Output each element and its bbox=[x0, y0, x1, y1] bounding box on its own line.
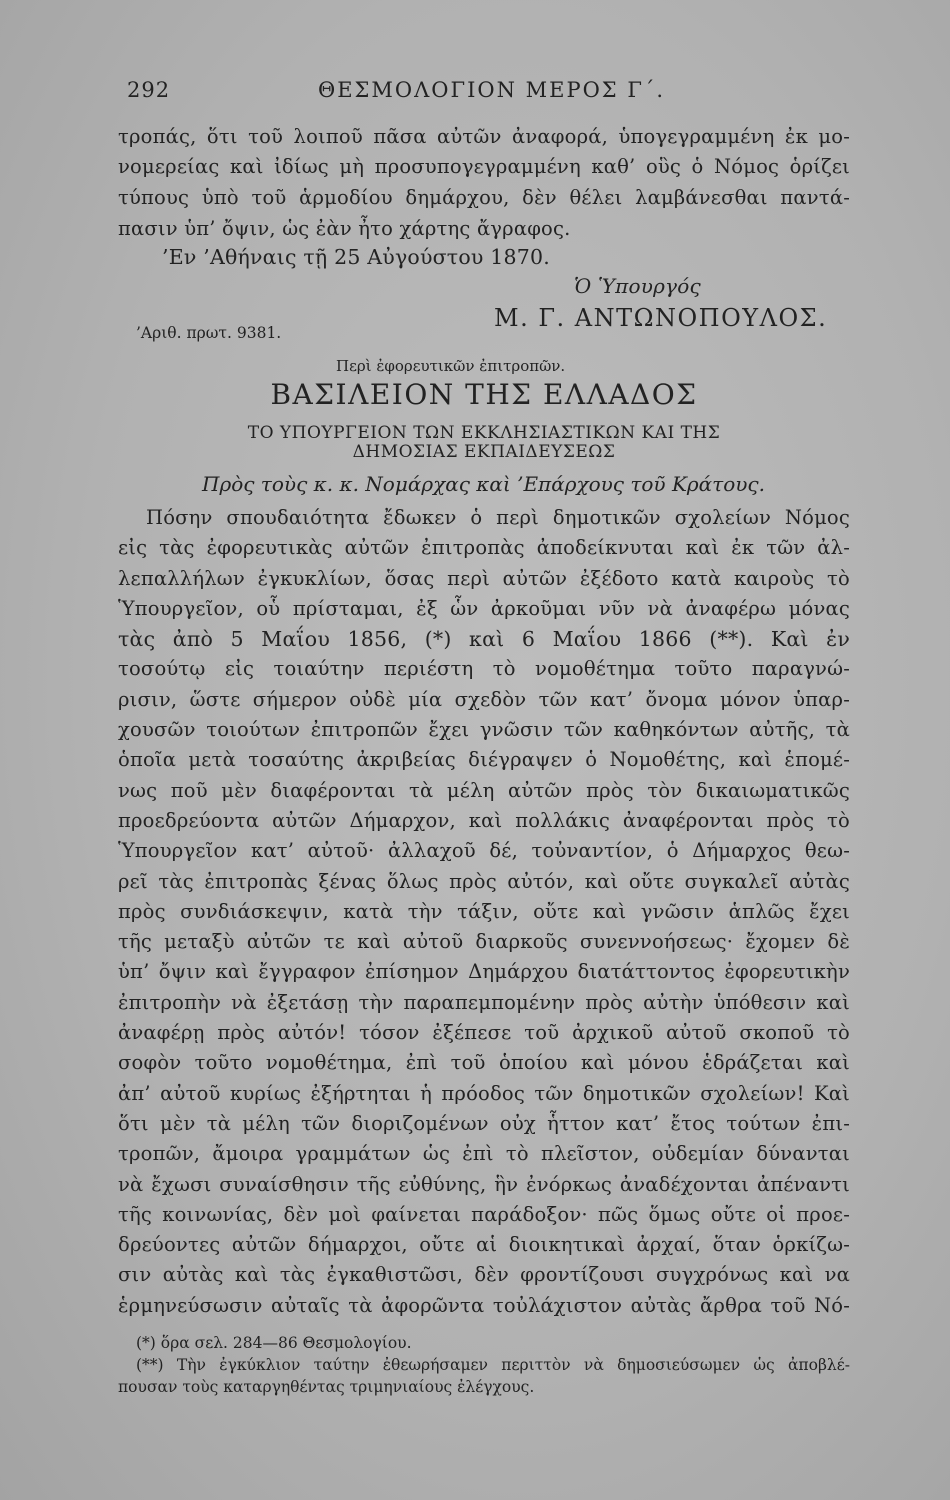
body-line: ὅτι μὲν τὰ μέλη τῶν διοριζομένων οὐχ ἧττον κατ’ ἔτος τούτων ἐπι- bbox=[118, 1112, 850, 1135]
running-title: ΘΕΣΜΟΛΟΓΙΟΝ ΜΕΡΟΣ Γ΄. bbox=[318, 78, 666, 102]
signature-name: Μ. Γ. ΑΝΤΩΝΟΠΟΥΛΟΣ. bbox=[494, 304, 828, 332]
kingdom-title: ΒΑΣΙΛΕΙΟΝ ΤΗΣ ΕΛΛΑΔΟΣ bbox=[270, 378, 698, 411]
body-line: Ὑπουργεῖον, οὗ πρίσταμαι, ἐξ ὧν ἀρκοῦμαι νῦν νὰ ἀναφέρω μόνας bbox=[118, 597, 850, 620]
body-line: ἀναφέρῃ πρὸς αὐτόν! τόσον ἐξέπεσε τοῦ ἀρχικοῦ αὐτοῦ σκοποῦ τὸ bbox=[118, 1021, 850, 1044]
body-line: τῆς μεταξὺ αὐτῶν τε καὶ αὐτοῦ διαρκοῦς συνεννοήσεως· ἔχομεν δὲ bbox=[118, 930, 850, 953]
body-line: νως ποῦ μὲν διαφέρονται τὰ μέλη αὐτῶν πρὸς τὸν δικαιωματικῶς bbox=[118, 779, 850, 802]
subject-line: Περὶ ἐφορευτικῶν ἐπιτροπῶν. bbox=[336, 357, 566, 375]
body-line: ὑπ’ ὄψιν καὶ ἔγγραφον ἐπίσημον Δημάρχου διατάττοντος ἐφορευτικὴν bbox=[118, 960, 850, 983]
body-line: ὁποῖα μετὰ τοσαύτης ἀκριβείας διέγραψεν ὁ Νομοθέτης, καὶ ἑπομέ- bbox=[118, 748, 850, 771]
body-line: ἀπ’ αὐτοῦ κυρίως ἐξήρτηται ἡ πρόοδος τῶν δημοτικῶν σχολείων! Καὶ bbox=[118, 1082, 850, 1105]
body-line: σιν αὐτὰς καὶ τὰς ἐγκαθιστῶσι, δὲν φροντίζουσι συγχρόνως καὶ να bbox=[118, 1263, 850, 1286]
body-line: τὰς ἀπὸ 5 Μαΐου 1856, (*) καὶ 6 Μαΐου 1866 (**). Καὶ ἐν bbox=[118, 627, 850, 651]
body-line: πρὸς συνδιάσκεψιν, κατὰ τὴν τάξιν, οὔτε καὶ γνῶσιν ἁπλῶς ἔχει bbox=[118, 900, 850, 923]
signature-role: Ὁ Ὑπουργός bbox=[574, 274, 701, 298]
body-line: τοσούτῳ εἰς τοιαύτην περιέστη τὸ νομοθέτημα τοῦτο παραγνώ- bbox=[118, 657, 850, 680]
continuation-line: πασιν ὑπ’ ὄψιν, ὡς ἐὰν ἦτο χάρτης ἄγραφος. bbox=[118, 217, 571, 240]
body-line: νὰ ἔχωσι συναίσθησιν τῆς εὐθύνης, ἣν ἐνόρκως ἀναδέχονται ἀπέναντι bbox=[118, 1173, 850, 1196]
body-line: λεπαλλήλων ἐγκυκλίων, ὅσας περὶ αὐτῶν ἐξέδοτο κατὰ καιροὺς τὸ bbox=[118, 567, 850, 590]
body-line: εἰς τὰς ἐφορευτικὰς αὐτῶν ἐπιτροπὰς ἀποδείκνυται καὶ ἐκ τῶν ἀλ- bbox=[118, 536, 850, 559]
body-line: σοφὸν τοῦτο νομοθέτημα, ἐπὶ τοῦ ὁποίου καὶ μόνου ἑδράζεται καὶ bbox=[118, 1051, 850, 1074]
date-line: ’Εν ’Αθήναις τῇ 25 Αὐγούστου 1870. bbox=[162, 245, 550, 269]
body-line: δρεύοντες αὐτῶν δήμαρχοι, οὔτε αἱ διοικητικαὶ ἀρχαί, ὅταν ὁρκίζω- bbox=[118, 1233, 850, 1256]
body-line: προεδρεύοντα αὐτῶν Δήμαρχον, καὶ πολλάκις ἀναφέρονται πρὸς τὸ bbox=[118, 809, 850, 832]
body-line: τῆς κοινωνίας, δὲν μοὶ φαίνεται παράδοξον· πῶς ὅμως οὔτε οἱ προε- bbox=[118, 1203, 850, 1226]
body-line: Ὑπουργεῖον κατ’ αὐτοῦ· ἀλλαχοῦ δέ, τοὐναντίον, ὁ Δήμαρχος θεω- bbox=[118, 839, 850, 862]
footnote: (*) ὅρα σελ. 284—86 Θεσμολογίου. bbox=[136, 1334, 412, 1352]
page-number: 292 bbox=[127, 78, 171, 102]
body-line: χουσῶν τοιούτων ἐπιτροπῶν ἔχει γνῶσιν τῶν καθηκόντων αὐτῆς, τὰ bbox=[118, 718, 850, 741]
ministry-title-line: ΔΗΜΟΣΙΑΣ ΕΚΠΑΙΔΕΥΣΕΩΣ bbox=[352, 442, 616, 462]
protocol-number: ’Αριθ. πρωτ. 9381. bbox=[136, 324, 282, 342]
ministry-title-line: ΤΟ ΥΠΟΥΡΓΕΙΟΝ ΤΩΝ ΕΚΚΛΗΣΙΑΣΤΙΚΩΝ ΚΑΙ ΤΗΣ bbox=[247, 423, 721, 443]
footnote: (**) Τὴν ἐγκύκλιον ταύτην ἐθεωρήσαμεν περιττὸν νὰ δημοσιεύσωμεν ὡς ἀποβλέ- bbox=[136, 1356, 850, 1374]
body-line: ἐπιτροπὴν νὰ ἐξετάσῃ τὴν παραπεμπομένην πρὸς αὐτὴν ὑπόθεσιν καὶ bbox=[118, 991, 850, 1014]
body-line: ρεῖ τὰς ἐπιτροπὰς ξένας ὅλως πρὸς αὐτόν, καὶ οὔτε συγκαλεῖ αὐτὰς bbox=[118, 870, 850, 893]
continuation-line: τύπους ὑπὸ τοῦ ἁρμοδίου δημάρχου, δὲν θέλει λαμβάνεσθαι παντά- bbox=[118, 186, 850, 209]
addressee-line: Πρὸς τοὺς κ. κ. Νομάρχας καὶ ’Επάρχους τοῦ Κράτους. bbox=[202, 472, 765, 496]
body-line: Πόσην σπουδαιότητα ἔδωκεν ὁ περὶ δημοτικῶν σχολείων Νόμος bbox=[146, 506, 850, 529]
footnote: πουσαν τοὺς καταργηθέντας τριμηνιαίους ἐλέγχους. bbox=[118, 1378, 535, 1396]
continuation-line: τροπάς, ὅτι τοῦ λοιποῦ πᾶσα αὐτῶν ἀναφορά, ὑπογεγραμμένη ἐκ μο- bbox=[118, 125, 850, 148]
body-line: ἑρμηνεύσωσιν αὐταῖς τὰ ἀφορῶντα τοὐλάχιστον αὐτὰς ἄρθρα τοῦ Νό- bbox=[118, 1294, 850, 1317]
continuation-line: νομερείας καὶ ἰδίως μὴ προσυπογεγραμμένη καθ’ οὓς ὁ Νόμος ὁρίζει bbox=[118, 155, 850, 178]
body-line: ρισιν, ὥστε σήμερον οὐδὲ μία σχεδὸν τῶν κατ’ ὄνομα μόνον ὑπαρ- bbox=[118, 688, 850, 711]
body-line: τροπῶν, ἄμοιρα γραμμάτων ὡς ἐπὶ τὸ πλεῖστον, οὐδεμίαν δύνανται bbox=[118, 1142, 850, 1165]
